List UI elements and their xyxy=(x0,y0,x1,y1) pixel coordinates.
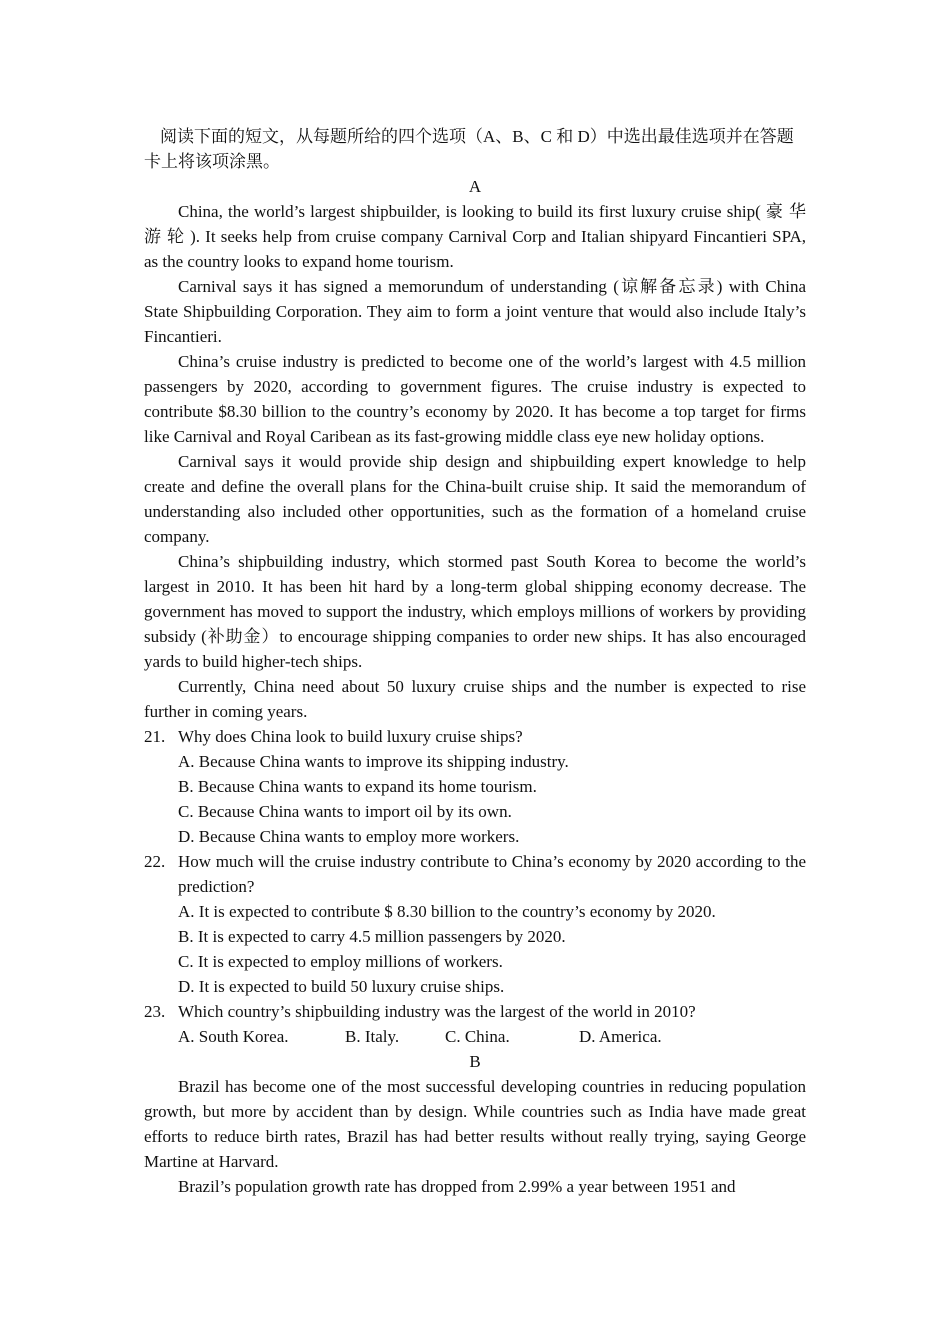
instructions: 阅读下面的短文，从每题所给的四个选项（A、B、C 和 D）中选出最佳选项并在答题卡上将该项涂黑。 xyxy=(144,127,794,171)
question-23 xyxy=(144,999,806,1024)
option-23-c: C. China. xyxy=(445,1027,510,1046)
option-21-a: A. Because China wants to improve its shipping industry. xyxy=(178,752,569,771)
option-22-b: B. It is expected to carry 4.5 million passengers by 2020. xyxy=(178,927,566,946)
passage-a-paragraph: China, the world’s largest shipbuilder, is looking to build its first luxury cruise ship( 豪 华 游 轮 ). It seeks help from cruise company Carnival Corp and Italian shipyard Fincantieri SPA, as the country looks to expand home tourism. xyxy=(144,202,806,271)
question-22 xyxy=(144,849,806,899)
option-23-d: D. America. xyxy=(579,1027,662,1046)
option-22-c: C. It is expected to employ millions of workers. xyxy=(178,952,503,971)
question-number: 21. xyxy=(144,727,166,746)
question-21 xyxy=(144,724,806,749)
question-number: 23. xyxy=(144,1002,166,1021)
passage-a-paragraph: Carnival says it would provide ship design and shipbuilding expert knowledge to help create and define the overall plans for the China-built cruise ship. It said the memorandum of understanding also included other opportunities, such as the formation of a homeland cruise company. xyxy=(144,452,806,546)
passage-b-paragraph: Brazil’s population growth rate has dropped from 2.99% a year between 1951 and xyxy=(178,1177,736,1196)
option-23-b: B. Italy. xyxy=(345,1027,400,1046)
option-23-a: A. South Korea. xyxy=(178,1027,289,1046)
question-number: 22. xyxy=(144,852,166,871)
option-21-d: D. Because China wants to employ more workers. xyxy=(178,827,520,846)
passage-a-paragraph: Carnival says it has signed a memorundum of understanding (谅解备忘录) with China State Shipbuilding Corporation. They aim to form a joint venture that would also include Italy’s Fincantieri. xyxy=(144,277,806,346)
option-22-a: A. It is expected to contribute $ 8.30 billion to the country’s economy by 2020. xyxy=(178,902,716,921)
passage-a-paragraph: China’s shipbuilding industry, which stormed past South Korea to become the world’s largest in 2010. It has been hit hard by a long-term global shipping economy decrease. The government has moved to support the industry, which employs millions of workers by providing subsidy (补助金）to encourage shipping companies to order new ships. It has also encouraged yards to build higher-tech ships. xyxy=(144,552,806,671)
option-21-b: B. Because China wants to expand its home tourism. xyxy=(178,777,537,796)
passage-a-paragraph: China’s cruise industry is predicted to become one of the world’s largest with 4.5 million passengers by 2020, according to government figures. The cruise industry is expected to contribute $8.30 billion to the country’s economy by 2020. It has become a top target for firms like Carnival and Royal Caribean as its fast-growing middle class eye new holiday options. xyxy=(144,352,806,446)
options-row-23 xyxy=(144,1024,806,1049)
passage-a-paragraph: Currently, China need about 50 luxury cruise ships and the number is expected to rise further in coming years. xyxy=(144,677,806,721)
exam-page xyxy=(144,124,806,1199)
passage-b-label: B xyxy=(469,1052,481,1071)
option-22-d: D. It is expected to build 50 luxury cruise ships. xyxy=(178,977,505,996)
question-text: Why does China look to build luxury cruise ships? xyxy=(178,727,523,746)
passage-b-paragraph: Brazil has become one of the most successful developing countries in reducing population growth, but more by accident than by design. While countries such as India have made great efforts to reduce birth rates, Brazil has had better results without really trying, saying George Martine at Harvard. xyxy=(144,1077,806,1171)
option-21-c: C. Because China wants to import oil by its own. xyxy=(178,802,512,821)
question-text: How much will the cruise industry contribute to China’s economy by 2020 according to the prediction? xyxy=(178,852,806,896)
question-text: Which country’s shipbuilding industry was the largest of the world in 2010? xyxy=(178,1002,696,1021)
passage-a-label: A xyxy=(468,177,482,196)
